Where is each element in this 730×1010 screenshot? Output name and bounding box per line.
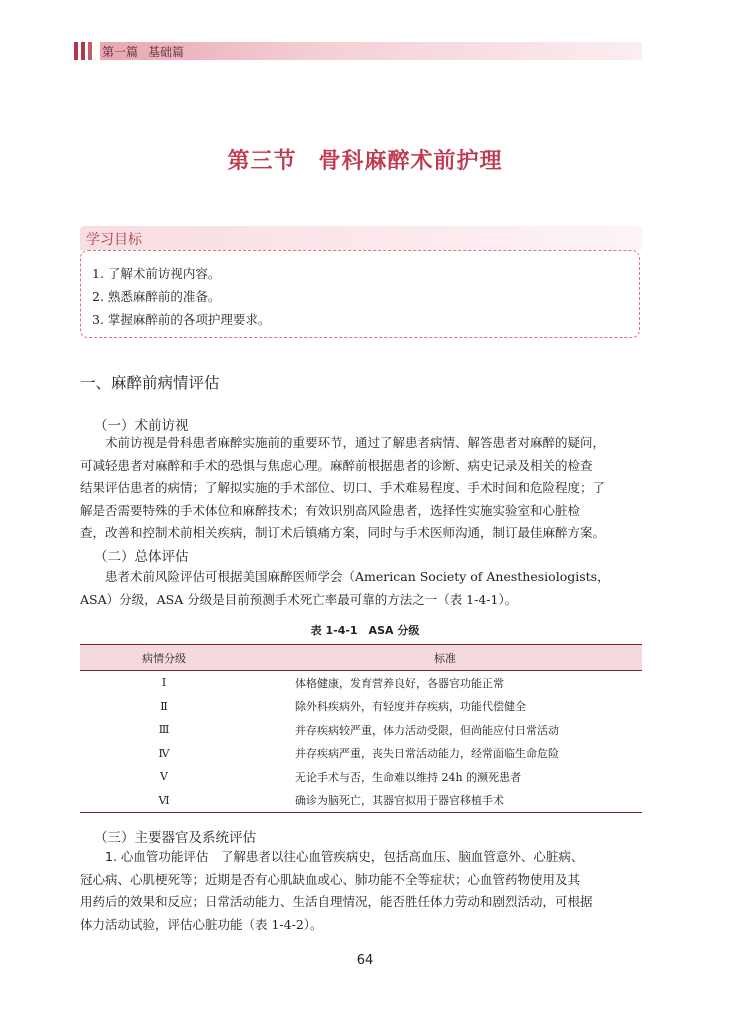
paragraph-visit [80,432,642,545]
table-row [80,765,642,789]
paragraph-cardio [80,846,642,936]
objectives-heading: 学习目标 [86,232,142,248]
objective-item: 2. 熟悉麻醉前的准备。 [92,289,221,304]
grade-cell: Ⅰ [161,676,167,690]
table-row [80,671,642,695]
header-bar-icon [74,42,78,60]
table-header-cell: 标准 [248,645,642,671]
objective-item: 3. 掌握麻醉前的各项护理要求。 [92,312,271,327]
text-line: ASA）分级，ASA 分级是目前预测手术死亡率最可靠的方法之一（表 1-4-1）。 [80,591,518,607]
criteria-cell: 体格健康，发育营养良好，各器官功能正常 [295,676,504,690]
subsection-heading-organs: （三）主要器官及系统评估 [94,830,256,846]
header-section: 基础篇 [148,45,185,59]
header-bar-icon [88,42,92,60]
objectives-list [92,262,270,331]
subsection-heading-visit: （一）术前访视 [94,418,189,434]
objective-item: 1. 了解术前访视内容。 [92,266,221,281]
criteria-cell: 除外科疾病外，有轻度并存疾病，功能代偿健全 [295,700,526,714]
text-line: 患者术前风险评估可根据美国麻醉医师学会（American Society of Anesthesiologists， [105,569,610,584]
text-line: 用药后的效果和反应；日常活动能力、生活自理情况，能否胜任体力劳动和剧烈活动，可根据 [80,894,593,910]
grade-cell: Ⅵ [80,789,248,813]
grade-cell: Ⅱ [160,699,168,713]
table-row [80,718,642,742]
criteria-cell: 并存疾病严重，丧失日常活动能力，经常面临生命危险 [295,747,559,761]
header-part: 第一篇 [102,45,139,59]
running-header [74,40,642,62]
section-heading: 一、麻醉前病情评估 [80,374,220,392]
text-line: 体力活动试验，评估心脏功能（表 1-4-2）。 [80,916,323,932]
section-number: 第三节 [227,148,297,174]
table-caption: 表 1-4-1 ASA 分级 [310,624,420,637]
text-line: 可减轻患者对麻醉和手术的恐惧与焦虑心理。麻醉前根据患者的诊断、病史记录及相关的检查 [80,457,593,473]
section-title [0,144,730,175]
paragraph-overall [80,566,642,611]
page-number: 64 [356,953,374,968]
criteria-cell: 确诊为脑死亡，其器官拟用于器官移植手术 [248,789,642,813]
asa-table [80,644,642,813]
grade-cell: Ⅲ [158,723,170,737]
text-line: 查，改善和控制术前相关疾病，制订术后镇痛方案，同时与手术医师沟通，制订最佳麻醉方案。 [80,525,606,541]
table-header-row [80,645,642,671]
text-line: 了解患者以往心血管疾病史，包括高血压、脑血管意外、心脏病、 [220,849,584,864]
criteria-cell: 无论手术与否，生命难以维持 24h 的濒死患者 [295,770,522,784]
table-header-cell: 病情分级 [80,645,248,671]
cardio-lead: 1. 心血管功能评估 [105,849,209,864]
table-row [80,789,642,813]
subsection-heading-overall: （二）总体评估 [94,549,189,565]
criteria-cell: 并存疾病较严重，体力活动受限，但尚能应付日常活动 [295,723,559,737]
text-line: 结果评估患者的病情；了解拟实施的手术部位、切口、手术难易程度、手术时间和危险程度；了 [80,480,606,496]
header-bar-icon [81,42,85,60]
grade-cell: Ⅴ [160,770,168,784]
table-row [80,695,642,719]
objectives-header [80,226,642,250]
grade-cell: Ⅳ [158,746,170,760]
text-line: 术前访视是骨科患者麻醉实施前的重要环节，通过了解患者病情、解答患者对麻醉的疑问， [105,435,606,450]
text-line: 冠心病、心肌梗死等；近期是否有心肌缺血或心、肺功能不全等症状；心血管药物使用及其 [80,871,581,887]
table-row [80,742,642,766]
text-line: 解是否需要特殊的手术体位和麻醉技术；有效识别高风险患者，选择性实施实验室和心脏检 [80,502,581,518]
section-title-text: 骨科麻醉术前护理 [318,148,503,174]
